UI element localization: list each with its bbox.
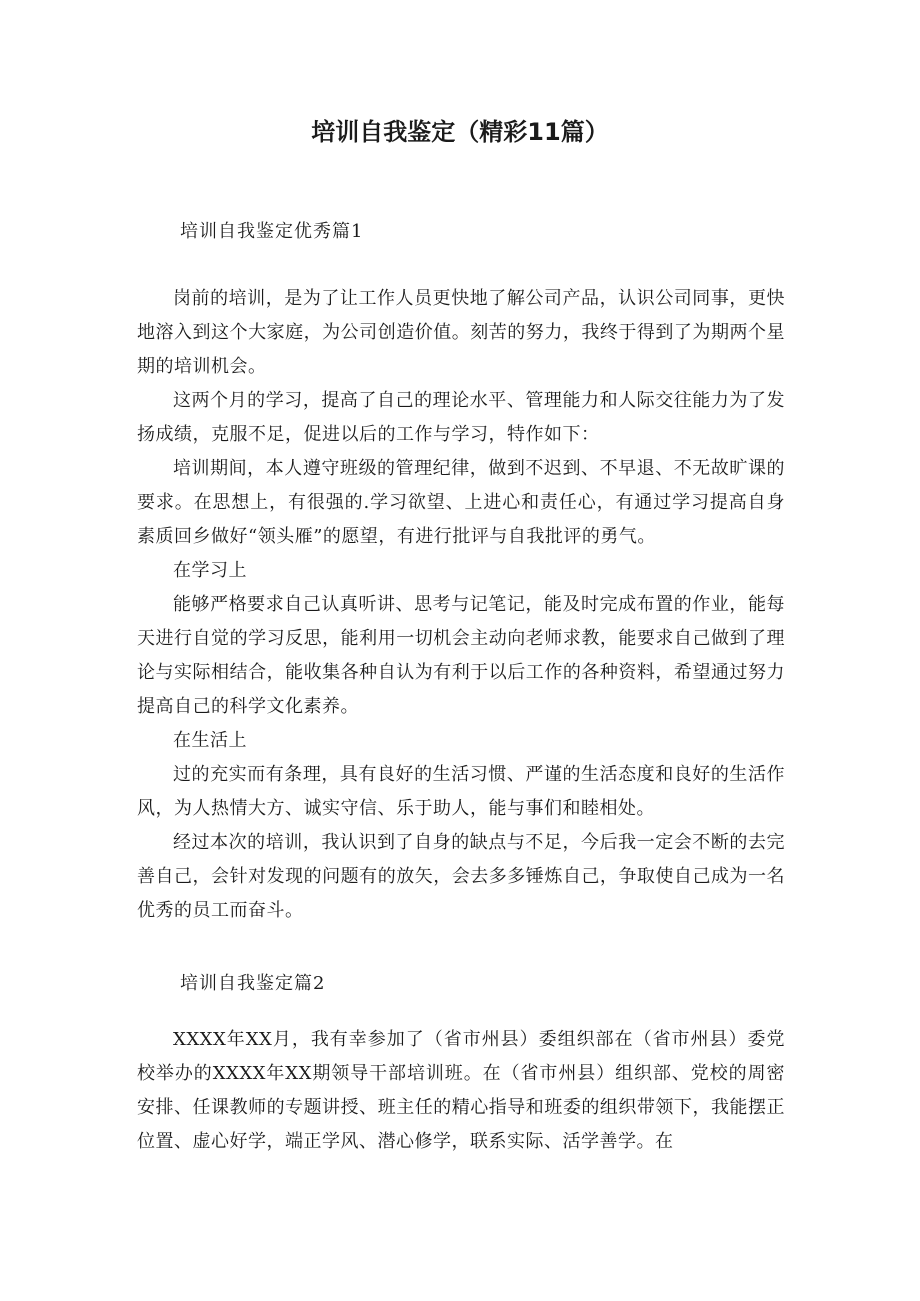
paragraph: 这两个月的学习，提高了自己的理论水平、管理能力和人际交往能力为了发扬成绩，克服不足，促进以后的工作与学习，特作如下：	[137, 390, 785, 445]
section-heading-2: 培训自我鉴定篇2	[180, 973, 326, 994]
section-2-body	[137, 1023, 785, 1159]
subheading-life: 在生活上	[173, 730, 247, 751]
section-heading-1: 培训自我鉴定优秀篇1	[180, 221, 364, 242]
subheading-study: 在学习上	[173, 560, 247, 581]
paragraph: 经过本次的培训，我认识到了自身的缺点与不足，今后我一定会不断的去完善自己，会针对发现的问题有的放矢，会去多多锤炼自己，争取使自己成为一名优秀的员工而奋斗。	[137, 832, 785, 921]
paragraph: 岗前的培训，是为了让工作人员更快地了解公司产品，认识公司同事，更快地溶入到这个大家庭，为公司创造价值。刻苦的努力，我终于得到了为期两个星期的培训机会。	[137, 288, 785, 377]
paragraph: 培训期间，本人遵守班级的管理纪律，做到不迟到、不早退、不无故旷课的要求。在思想上，有很强的.学习欲望、上进心和责任心，有通过学习提高自身素质回乡做好“领头雁”的愿望，有进行批评与自我批评的勇气。	[137, 458, 785, 547]
section-1-body	[137, 282, 785, 928]
paragraph: 能够严格要求自己认真听讲、思考与记笔记，能及时完成布置的作业，能每天进行自觉的学习反思，能利用一切机会主动向老师求教，能要求自己做到了理论与实际相结合，能收集各种自认为有利于以后工作的各种资料，希望通过努力提高自己的科学文化素养。	[137, 594, 785, 717]
paragraph: XXXX年XX月，我有幸参加了（省市州县）委组织部在（省市州县）委党校举办的XXXX年XX期领导干部培训班。在（省市州县）组织部、党校的周密安排、任课教师的专题讲授、班主任的精心指导和班委的组织带领下，我能摆正位置、虚心好学，端正学风、潜心修学，联系实际、活学善学。在	[137, 1029, 785, 1152]
page-title: 培训自我鉴定（精彩11篇）	[311, 118, 609, 146]
paragraph: 过的充实而有条理，具有良好的生活习惯、严谨的生活态度和良好的生活作风，为人热情大方、诚实守信、乐于助人，能与事们和睦相处。	[137, 764, 785, 819]
